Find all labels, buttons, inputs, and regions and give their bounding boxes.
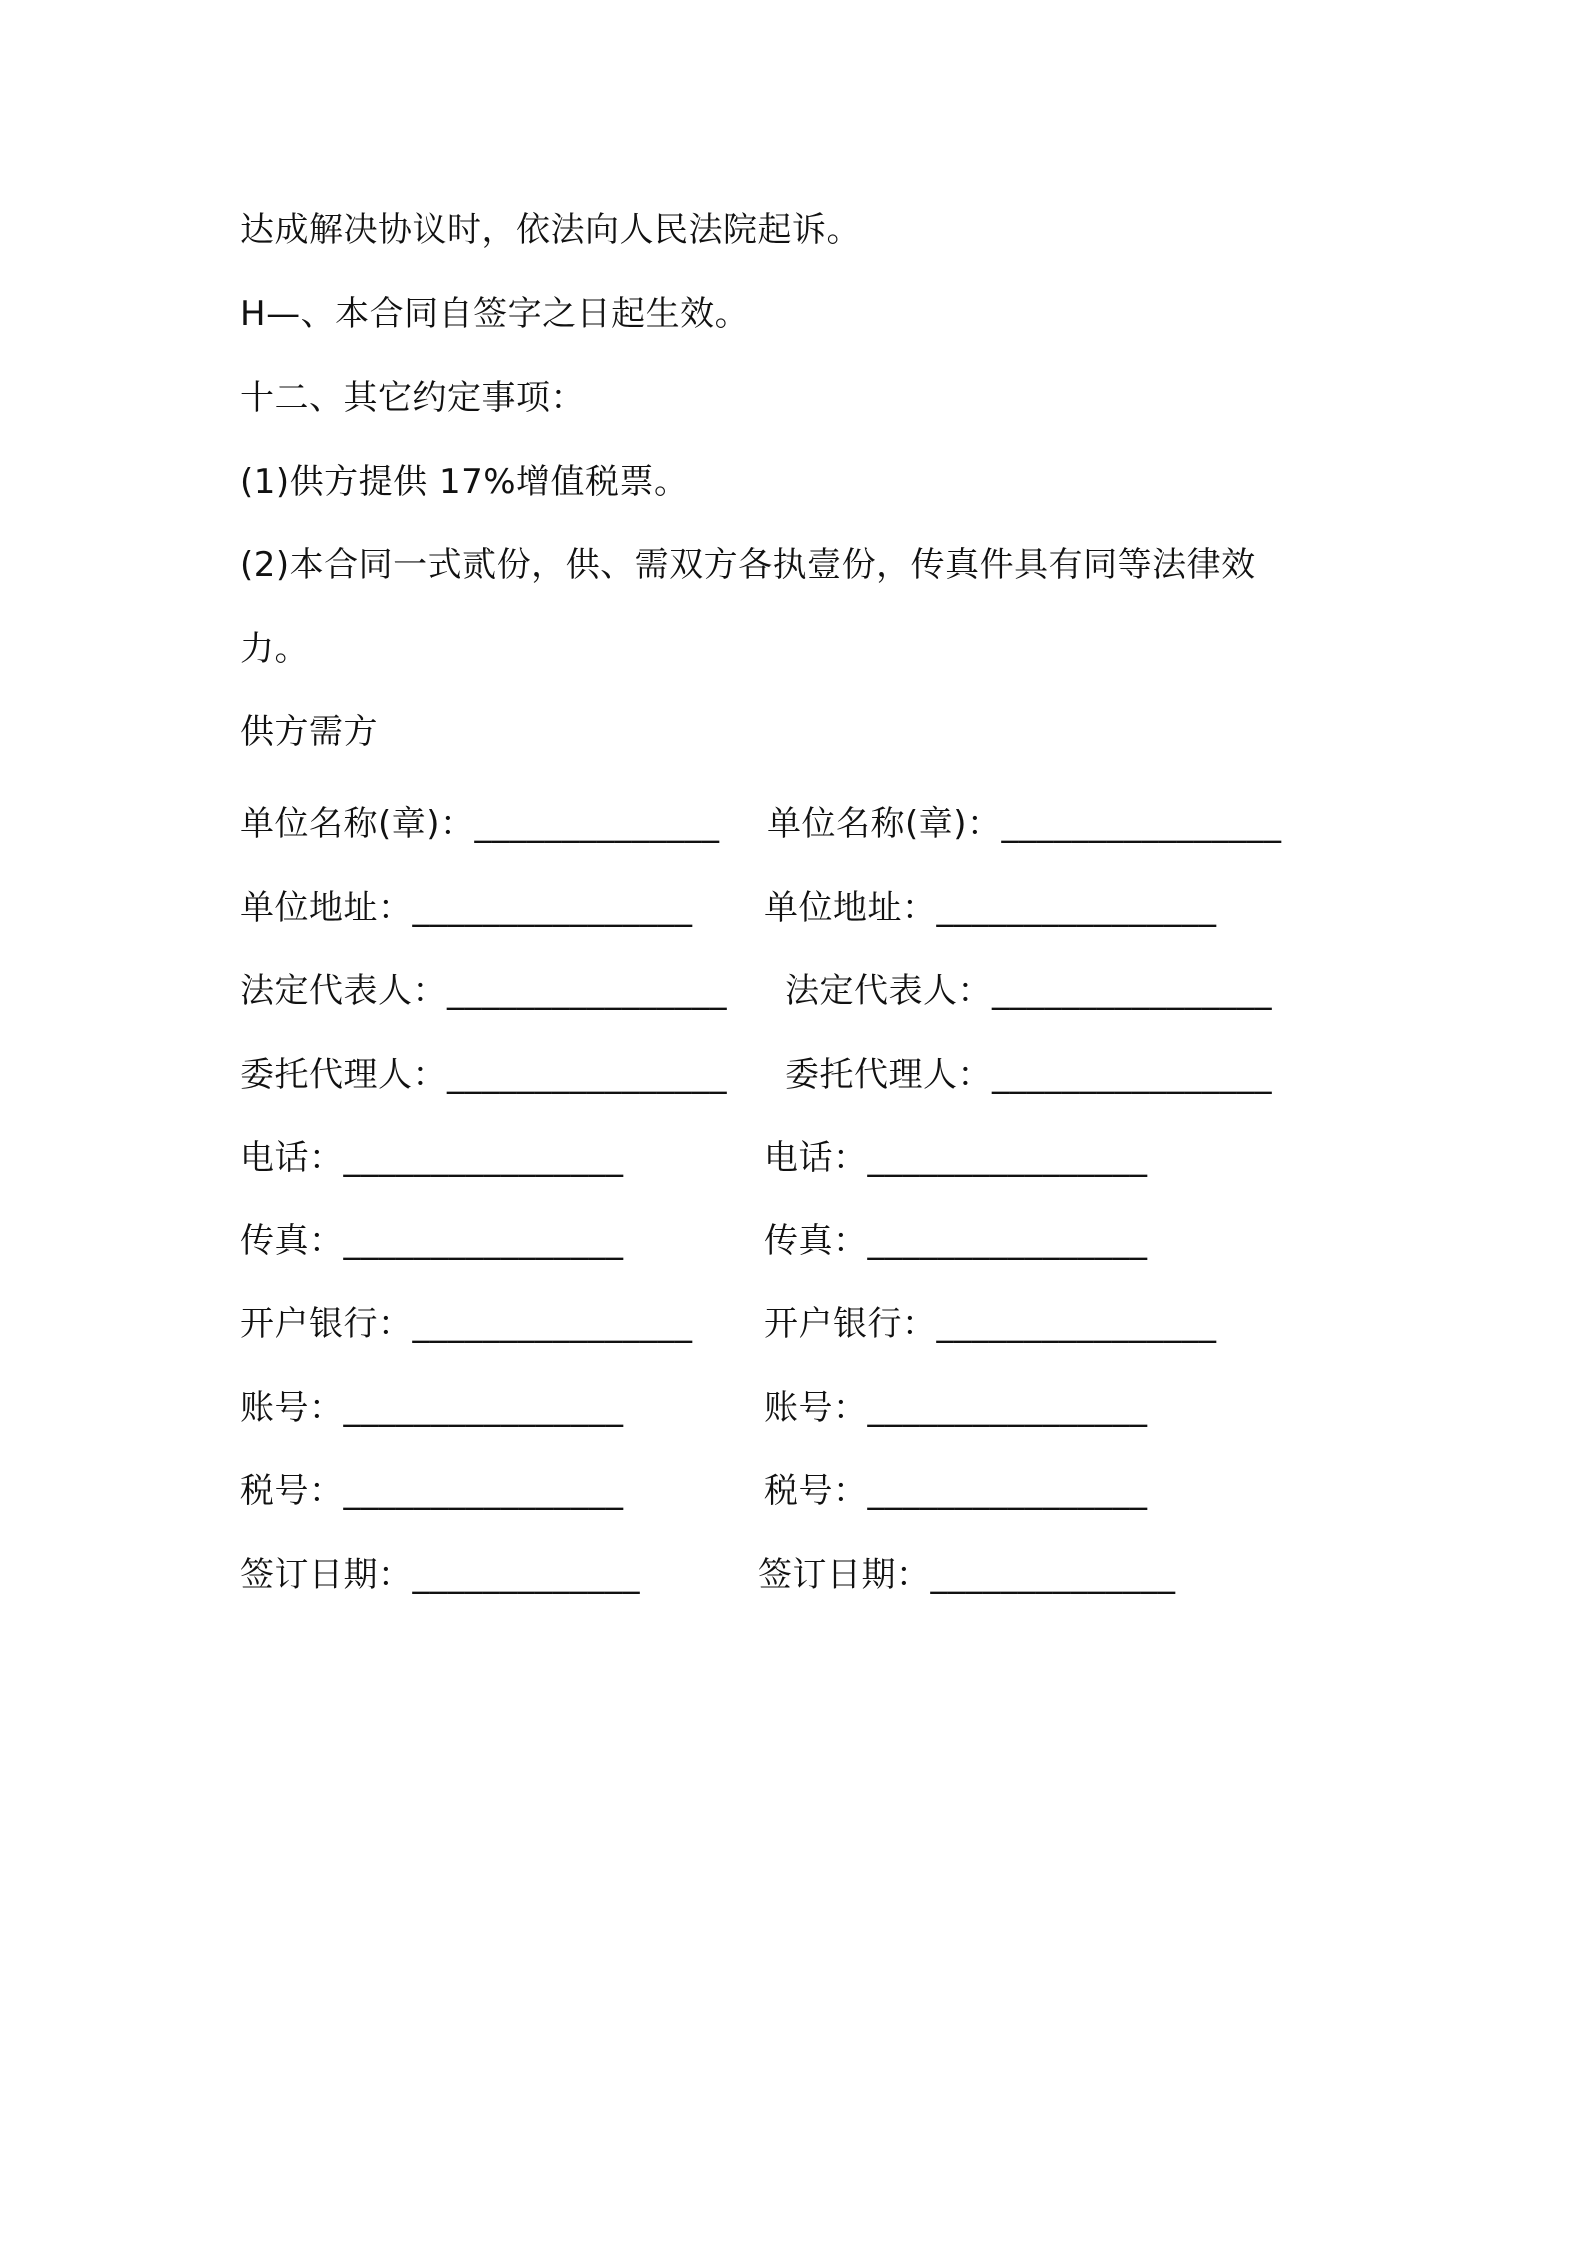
buyer-sign-date-field: 签订日期：______________ [758, 1555, 1176, 1595]
supplier-company-name-field: 单位名称(章)：______________ [240, 804, 720, 844]
supplier-tax-id-field: 税号：________________ [240, 1471, 624, 1511]
signature-row-tax-id [240, 1469, 1360, 1513]
supplier-sign-date-field: 签订日期：_____________ [240, 1555, 640, 1595]
buyer-company-name-field: 单位名称(章)：________________ [767, 804, 1282, 844]
buyer-legal-rep-field: 法定代表人：________________ [785, 971, 1272, 1011]
signature-row-fax [240, 1219, 1360, 1263]
signature-row-sign-date [240, 1553, 1360, 1597]
signature-row-bank [240, 1302, 1360, 1346]
buyer-bank-field: 开户银行：________________ [764, 1304, 1217, 1344]
paragraph-other-terms-heading: 十二、其它约定事项： [240, 378, 585, 418]
buyer-fax-field: 传真：________________ [764, 1221, 1148, 1261]
paragraph-copies-line2: 力。 [240, 629, 309, 669]
buyer-tax-id-field: 税号：________________ [764, 1471, 1148, 1511]
signature-row-agent [240, 1053, 1360, 1097]
buyer-account-field: 账号：________________ [764, 1388, 1148, 1428]
buyer-agent-field: 委托代理人：________________ [785, 1055, 1272, 1095]
paragraph-dispute: 达成解决协议时，依法向人民法院起诉。 [240, 210, 861, 250]
supplier-account-field: 账号：________________ [240, 1388, 624, 1428]
paragraph-vat-invoice: (1)供方提供 17%增值税票。 [240, 462, 689, 502]
signature-row-address [240, 886, 1360, 930]
parties-heading: 供方需方 [240, 712, 378, 752]
supplier-bank-field: 开户银行：________________ [240, 1304, 693, 1344]
supplier-address-field: 单位地址：________________ [240, 888, 693, 928]
signature-row-phone [240, 1136, 1360, 1180]
signature-row-account [240, 1386, 1360, 1430]
supplier-phone-field: 电话：________________ [240, 1138, 624, 1178]
buyer-phone-field: 电话：________________ [764, 1138, 1148, 1178]
supplier-agent-field: 委托代理人：________________ [240, 1055, 727, 1095]
buyer-address-field: 单位地址：________________ [764, 888, 1217, 928]
signature-row-company-name [240, 802, 1360, 846]
paragraph-effective-clause: H—、本合同自签字之日起生效。 [240, 294, 750, 334]
paragraph-copies-line1: (2)本合同一式贰份，供、需双方各执壹份，传真件具有同等法律效 [240, 545, 1256, 585]
signature-row-legal-rep [240, 969, 1360, 1013]
supplier-legal-rep-field: 法定代表人：________________ [240, 971, 727, 1011]
supplier-fax-field: 传真：________________ [240, 1221, 624, 1261]
